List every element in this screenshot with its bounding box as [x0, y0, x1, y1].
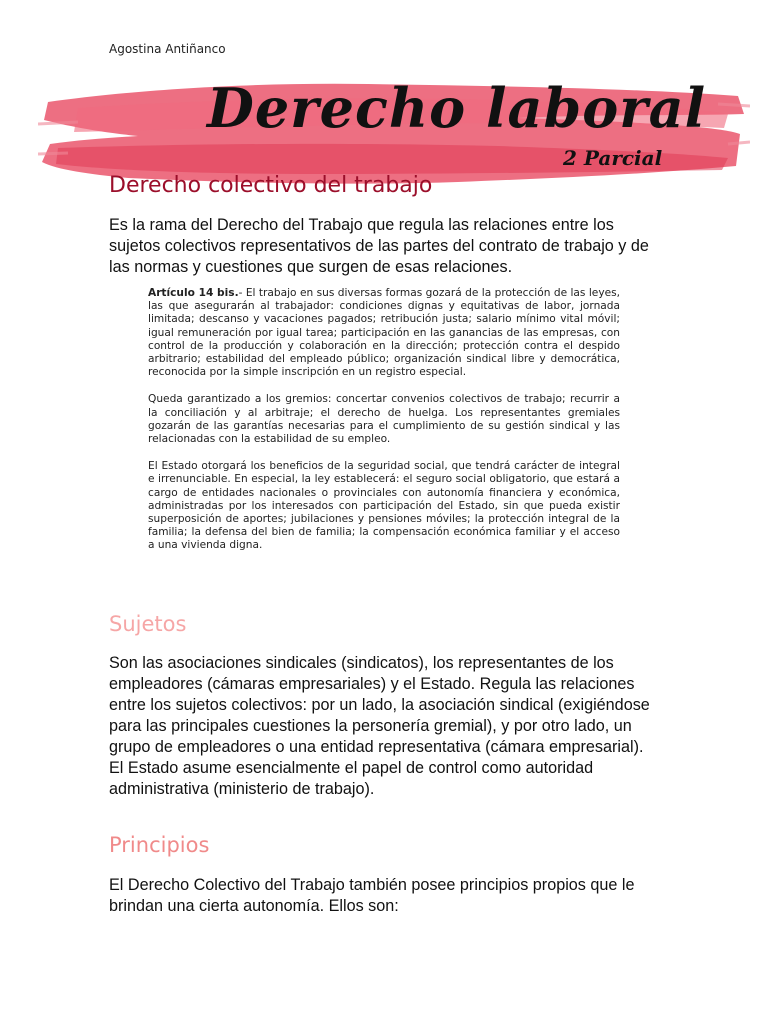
author-name: Agostina Antiñanco [109, 42, 226, 56]
banner-title: Derecho laboral [207, 76, 707, 140]
article-text-1: - El trabajo en sus diversas formas gozará de la protección de las leyes, las que asegurarán al trabajador: condiciones dignas y equitativas de labor, jornada limitada; descanso y vacaciones pagados; retribución justa; salario mínimo vital móvil; igual remuneración por igual tarea; participación en las ganancias de las empresas, con control de la producción y colaboración en la dirección; protección contra el despido arbitrario; estabilidad del empleado público; organización sindical libre y democrática, reconocida por la simple inscripción en un registro especial. [148, 287, 620, 379]
article-paragraph-1 [148, 287, 620, 379]
section-heading-derecho-colectivo: Derecho colectivo del trabajo [109, 173, 433, 198]
article-14-bis-quote [148, 287, 620, 567]
section-body-derecho-colectivo: Es la rama del Derecho del Trabajo que regula las relaciones entre los sujetos colectivos representativos de las partes del contrato de trabajo y de las normas y cuestiones que surgen de esas relaciones. [109, 216, 649, 276]
section-body-sujetos: Son las asociaciones sindicales (sindicatos), los representantes de los empleadores (cámaras empresariales) y el Estado. Regula las relaciones entre los sujetos colectivos: por un lado, la asociación sindical (exigiéndose para las principales cuestiones la personería gremial), y por otro lado, un grupo de empleadores o una entidad representativa (cámara empresarial). El Estado asume esencialmente el papel de control como autoridad administrativa (ministerio de trabajo). [109, 654, 650, 798]
section-heading-sujetos: Sujetos [109, 612, 187, 636]
section-body-principios: El Derecho Colectivo del Trabajo también posee principios propios que le brindan una cierta autonomía. Ellos son: [109, 876, 635, 915]
article-paragraph-2: Queda garantizado a los gremios: concertar convenios colectivos de trabajo; recurrir a la conciliación y al arbitraje; el derecho de huelga. Los representantes gremiales gozarán de las garantías necesarias para el cumplimiento de su gestión sindical y las relacionadas con la estabilidad de su empleo. [148, 393, 620, 446]
article-paragraph-3: El Estado otorgará los beneficios de la seguridad social, que tendrá carácter de integral e irrenunciable. En especial, la ley establecerá: el seguro social obligatorio, que estará a cargo de entidades nacionales o provinciales con autonomía financiera y económica, administradas por los interesados con participación del Estado, sin que pueda existir superposición de aportes; jubilaciones y pensiones móviles; la protección integral de la familia; la defensa del bien de familia; la compensación económica familiar y el acceso a una vivienda digna. [148, 460, 620, 552]
banner-subtitle: 2 Parcial [563, 146, 663, 170]
article-label: Artículo 14 bis. [148, 287, 239, 299]
section-heading-principios: Principios [109, 833, 210, 857]
